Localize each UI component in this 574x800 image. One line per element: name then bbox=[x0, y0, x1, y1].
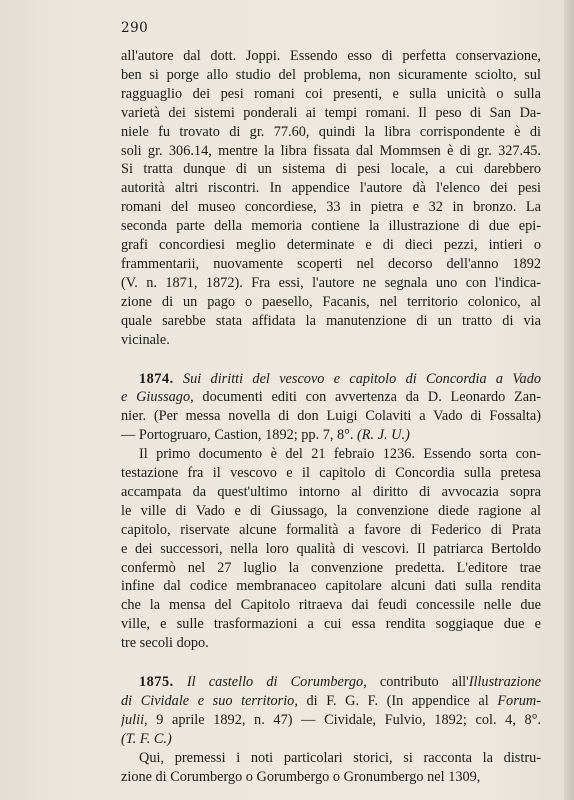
text-line: Si tratta dunque di un sistema di pesi locale, a cui darebbero bbox=[121, 161, 541, 178]
text-line: soli gr. 306.14, mentre la libra fissata dal Mommsen è di gr. 327.45. bbox=[121, 142, 541, 159]
entry-heading-line: 1875. Il castello di Corumbergo, contributo all'Illustrazione bbox=[139, 674, 541, 691]
text-line: ben si porge allo studio del problema, non sicuramente sciolto, sul bbox=[121, 66, 541, 83]
text-line: che la mensa del Capitolo ritraeva dai feudi concessile nelle due bbox=[121, 597, 541, 614]
text-line: le ville di Vado e di Giussago, la convenzione diede ragione al bbox=[121, 502, 541, 519]
text-line: e dei successori, nella loro qualità di vescovi. Il patriarca Bertoldo bbox=[121, 540, 541, 557]
page-number: 290 bbox=[121, 20, 149, 36]
text-line: varietà dei sistemi ponderali ai tempi romani. Il peso di San Da- bbox=[121, 104, 541, 121]
text-line: testazione fra il vescovo e il capitolo di Concordia sulla pretesa bbox=[121, 465, 541, 482]
entry-1875 bbox=[121, 673, 541, 786]
entry-1874-heading bbox=[121, 370, 541, 446]
entry-number: 1874. bbox=[139, 370, 174, 387]
intro-paragraph bbox=[121, 47, 541, 350]
text-line: all'autore dal dott. Joppi. Essendo esso di perfetta conservazione, bbox=[121, 48, 541, 64]
text-line: accampata da quest'ultimo intorno al diritto di avvocazia sopra bbox=[121, 483, 541, 500]
text-line: tre secoli dopo. bbox=[121, 635, 209, 652]
entry-1874-body bbox=[121, 445, 541, 653]
entry-heading-line: nier. (Per messa novella di don Luigi Colaviti a Vado di Fossalta) bbox=[121, 408, 541, 425]
text-line: zione di un pago o paesello, Facanis, nel territorio colonico, al bbox=[121, 293, 541, 310]
entry-heading-line: e Giussago, documenti editi con avvertenza da D. Leonardo Zan- bbox=[121, 389, 541, 406]
entry-number: 1875. bbox=[139, 674, 174, 691]
text-line: ville, e sulle trasformazioni a cui essa rendita soggiaque due e bbox=[121, 616, 541, 633]
page-gutter-shadow bbox=[564, 0, 574, 800]
text-line: infine dal codice membranaceo capitolare alcuni dati sulla rendita bbox=[121, 578, 541, 595]
entry-1875-body bbox=[121, 749, 541, 787]
text-line: zione di Corumbergo o Gorumbergo o Gronumbergo nel 1309, bbox=[121, 768, 481, 785]
text-line: capitolo, riservate alcune formalità a favore di Federico di Prata bbox=[121, 521, 541, 538]
entry-heading-line: — Portogruaro, Castion, 1892; pp. 7, 8°. (R. J. U.) bbox=[121, 427, 410, 444]
text-line: ragguaglio dei pesi romani coi presenti, e sulla unicità o sulla bbox=[121, 85, 541, 102]
text-line: frammentarii, nuovamente scoperti nel decorso dell'anno 1892 bbox=[121, 255, 541, 272]
entry-heading-line: (T. F. C.) bbox=[121, 730, 172, 747]
text-line: niele fu trovato di gr. 77.60, quindi la libra corrispondente è di bbox=[121, 123, 541, 140]
text-line: Il primo documento è del 21 febraio 1236. Essendo sorta con- bbox=[139, 446, 541, 463]
text-line: romani del museo concordiese, 33 in pietra e 32 in bronzo. La bbox=[121, 199, 541, 216]
text-line: Qui, premessi i noti particolari storici, si racconta la distru- bbox=[139, 749, 541, 766]
text-line: autorità altri riscontri. In appendice l'autore dà l'elenco dei pesi bbox=[121, 180, 541, 197]
text-line: confermò nel 27 luglio la convenzione predetta. L'editore trae bbox=[121, 559, 541, 576]
text-line: (V. n. 1871, 1872). Fra essi, l'autore ne segnala uno con l'indica- bbox=[121, 274, 541, 291]
page-body bbox=[121, 47, 541, 787]
entry-1875-heading bbox=[121, 673, 541, 749]
text-line: grafi concordiesi meglio determinate e di dieci pezzi, intieri o bbox=[121, 237, 541, 254]
entry-heading-line: di Cividale e suo territorio, di F. G. F. (In appendice al Forum- bbox=[121, 693, 541, 709]
entry-heading-line: 1874. Sui diritti del vescovo e capitolo di Concordia a Vado bbox=[139, 370, 541, 387]
text-line: seconda parte della memoria contiene la illustrazione di due epi- bbox=[121, 218, 541, 235]
text-line: vicinale. bbox=[121, 331, 170, 348]
entry-1874 bbox=[121, 370, 541, 654]
text-line: quale sarebbe stata affidata la manutenzione di un tratto di via bbox=[121, 312, 541, 329]
entry-heading-line: julii, 9 aprile 1892, n. 47) — Cividale, Fulvio, 1892; col. 4, 8°. bbox=[121, 711, 541, 728]
